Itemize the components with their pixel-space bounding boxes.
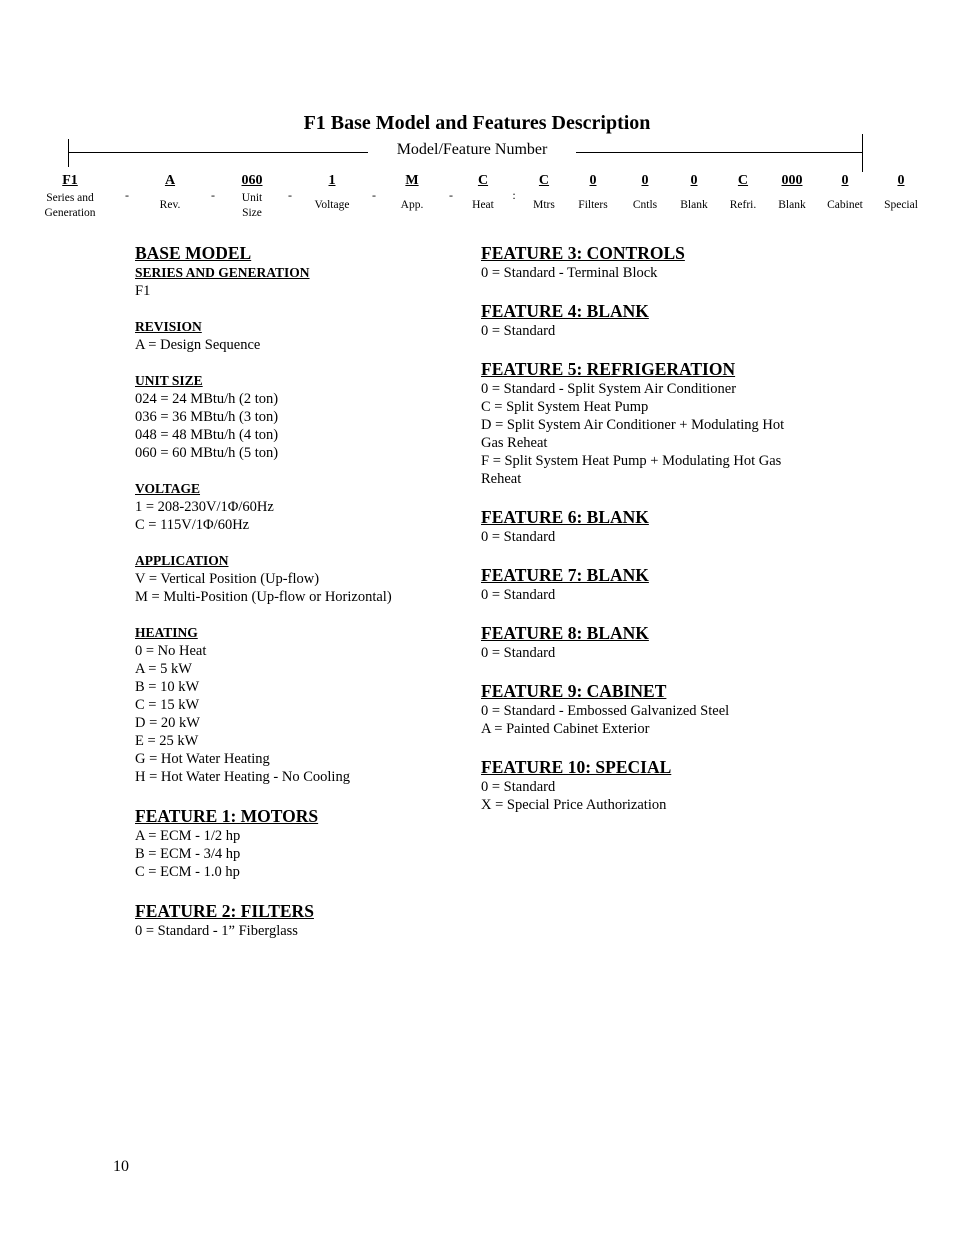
left-features (135, 806, 455, 940)
code-column (44, 172, 95, 221)
option-line: A = 5 kW (135, 661, 192, 677)
subsection-heading: HEATING (135, 625, 198, 640)
feature-heading: FEATURE 6: BLANK (481, 507, 649, 527)
base-subsection (135, 372, 455, 462)
code-description (472, 198, 494, 213)
option-line: 060 = 60 MBtu/h (5 ton) (135, 445, 279, 461)
code-description (778, 198, 805, 213)
option-line: A = Painted Cabinet Exterior (481, 721, 650, 737)
code-value: F1 (62, 173, 78, 188)
feature-section (481, 757, 826, 814)
option-line: 1 = 208-230V/1Φ/60Hz (135, 499, 274, 515)
feature-heading: FEATURE 10: SPECIAL (481, 757, 672, 777)
code-separator: - (211, 188, 215, 202)
code-description-line: Filters (578, 199, 608, 211)
code-value: C (737, 173, 749, 188)
code-column (160, 172, 181, 213)
option-line: 048 = 48 MBtu/h (4 ton) (135, 427, 279, 443)
option-line: X = Special Price Authorization (481, 797, 667, 813)
code-description-line: Mtrs (533, 199, 555, 211)
option-line: 0 = Standard - 1” Fiberglass (135, 923, 298, 939)
feature-heading: FEATURE 2: FILTERS (135, 901, 314, 921)
code-column (827, 172, 863, 213)
code-column (401, 172, 424, 213)
page-number: 10 (113, 1158, 129, 1175)
code-separator: - (449, 188, 453, 202)
option-line: 0 = Standard - Split System Air Conditioner (481, 381, 737, 397)
right-column (481, 243, 826, 833)
left-column (135, 243, 455, 960)
feature-heading: FEATURE 4: BLANK (481, 301, 649, 321)
feature-heading: FEATURE 7: BLANK (481, 565, 649, 585)
option-line: 036 = 36 MBtu/h (3 ton) (135, 409, 279, 425)
page-title: F1 Base Model and Features Description (303, 112, 651, 134)
base-model-section (135, 243, 455, 786)
option-line: Gas Reheat (481, 435, 548, 451)
code-description-line: Blank (680, 199, 708, 211)
code-description (160, 198, 181, 213)
option-line: A = Design Sequence (135, 337, 261, 353)
code-column (533, 172, 555, 213)
base-subsection (135, 480, 455, 534)
feature-section (481, 565, 826, 604)
code-separator: - (288, 188, 292, 202)
bracket-left-tick (68, 139, 69, 167)
option-line: C = ECM - 1.0 hp (135, 864, 240, 880)
bracket-right-tick (862, 134, 863, 172)
base-subsection (135, 624, 455, 786)
code-description-line: Special (884, 199, 918, 211)
code-description-line: Generation (44, 207, 96, 219)
option-line: F = Split System Heat Pump + Modulating Hot Gas (481, 453, 782, 469)
option-line: C = Split System Heat Pump (481, 399, 649, 415)
option-line: 0 = Standard (481, 529, 556, 545)
subsection-heading: APPLICATION (135, 553, 229, 568)
feature-heading: FEATURE 9: CABINET (481, 681, 667, 701)
option-line: 0 = Standard (481, 645, 556, 661)
code-value: M (405, 173, 419, 188)
code-description-line: Rev. (159, 199, 181, 211)
base-subsection (135, 318, 455, 354)
option-line: H = Hot Water Heating - No Cooling (135, 769, 350, 785)
code-description (44, 191, 95, 221)
code-value: 0 (641, 173, 649, 188)
feature-section (481, 243, 826, 282)
code-column (730, 172, 757, 213)
code-description (633, 198, 657, 213)
code-separator: - (125, 188, 129, 202)
option-line: 0 = No Heat (135, 643, 207, 659)
right-features (481, 243, 826, 814)
feature-section (135, 901, 455, 940)
option-line: B = 10 kW (135, 679, 200, 695)
code-description (827, 198, 863, 213)
code-description (401, 198, 424, 213)
base-model-subsections (135, 264, 455, 786)
code-value: 0 (897, 173, 905, 188)
option-line: E = 25 kW (135, 733, 199, 749)
feature-heading: FEATURE 5: REFRIGERATION (481, 359, 736, 379)
code-separator: : (512, 188, 516, 202)
feature-section (481, 301, 826, 340)
base-subsection (135, 552, 455, 606)
subsection-heading: VOLTAGE (135, 481, 201, 496)
feature-section (135, 806, 455, 881)
option-line: 0 = Standard - Embossed Galvanized Steel (481, 703, 730, 719)
code-description (884, 198, 918, 213)
option-line: B = ECM - 3/4 hp (135, 846, 241, 862)
code-column (472, 172, 494, 213)
code-value: C (538, 173, 550, 188)
code-description (242, 191, 263, 221)
option-line: C = 115V/1Φ/60Hz (135, 517, 250, 533)
code-description (533, 198, 555, 213)
code-description (578, 198, 607, 213)
base-model-heading: BASE MODEL (135, 243, 252, 263)
option-line: M = Multi-Position (Up-flow or Horizontal) (135, 589, 392, 605)
code-description-line: Blank (778, 199, 806, 211)
code-column (578, 172, 607, 213)
option-line: C = 15 kW (135, 697, 200, 713)
subsection-heading: UNIT SIZE (135, 373, 203, 388)
option-line: D = 20 kW (135, 715, 200, 731)
feature-section (481, 681, 826, 738)
code-description (315, 198, 350, 213)
code-description-line: Series and (46, 192, 94, 204)
code-description-line: Size (242, 207, 262, 219)
model-feature-label: Model/Feature Number (368, 141, 576, 159)
code-column (884, 172, 918, 213)
code-value: 1 (328, 173, 336, 188)
code-column (778, 172, 805, 213)
code-separator: - (372, 188, 376, 202)
option-line: 024 = 24 MBtu/h (2 ton) (135, 391, 279, 407)
code-value: A (164, 173, 176, 188)
feature-section (481, 359, 826, 488)
code-value: 060 (241, 173, 263, 188)
option-line: F1 (135, 283, 151, 299)
code-description-line: Cntls (632, 199, 658, 211)
option-line: 0 = Standard - Terminal Block (481, 265, 658, 281)
code-description-line: Voltage (314, 199, 350, 211)
option-line: D = Split System Air Conditioner + Modulating Hot (481, 417, 785, 433)
feature-section (481, 507, 826, 546)
code-description-line: App. (400, 199, 424, 211)
code-description-line: Heat (472, 199, 494, 211)
code-description-line: Cabinet (827, 199, 863, 211)
subsection-heading: SERIES AND GENERATION (135, 265, 310, 280)
code-description (730, 198, 757, 213)
feature-heading: FEATURE 1: MOTORS (135, 806, 319, 826)
option-line: 0 = Standard (481, 779, 556, 795)
option-line: 0 = Standard (481, 587, 556, 603)
code-description-line: Refri. (729, 199, 757, 211)
code-description-line: Unit (241, 192, 263, 204)
code-value: 0 (589, 173, 597, 188)
option-line: 0 = Standard (481, 323, 556, 339)
subsection-heading: REVISION (135, 319, 202, 334)
option-line: G = Hot Water Heating (135, 751, 270, 767)
code-value: 0 (841, 173, 849, 188)
feature-section (481, 623, 826, 662)
code-column (242, 172, 263, 221)
option-line: A = ECM - 1/2 hp (135, 828, 241, 844)
option-line: V = Vertical Position (Up-flow) (135, 571, 320, 587)
code-description (680, 198, 707, 213)
feature-heading: FEATURE 8: BLANK (481, 623, 649, 643)
code-column (633, 172, 657, 213)
base-subsection (135, 264, 455, 300)
feature-heading: FEATURE 3: CONTROLS (481, 243, 685, 263)
code-value: C (477, 173, 489, 188)
code-column (680, 172, 707, 213)
code-value: 000 (781, 173, 803, 188)
option-line: Reheat (481, 471, 522, 487)
code-column (315, 172, 350, 213)
code-value: 0 (690, 173, 698, 188)
